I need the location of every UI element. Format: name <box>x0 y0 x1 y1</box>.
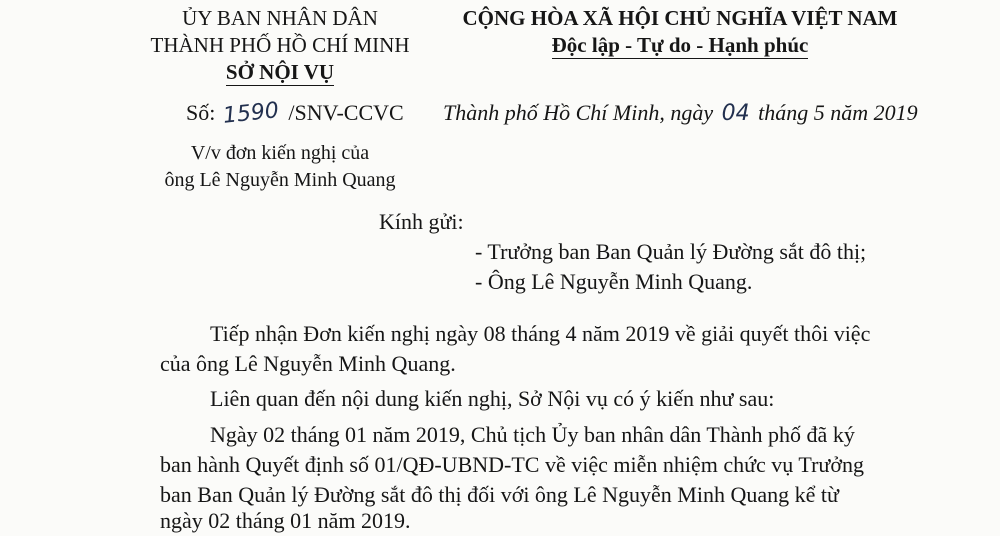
issuer-line1: ỦY BAN NHÂN DÂN <box>182 6 378 30</box>
national-motto-wrap <box>445 32 915 59</box>
doc-number-suffix: /SNV-CCVC <box>288 100 404 125</box>
recipients-label: Kính gửi: <box>379 209 464 234</box>
body-p1-line1: Tiếp nhận Đơn kiến nghị ngày 08 tháng 4 năm 2019 về giải quyết thôi việc <box>210 321 871 346</box>
issuer-dept: SỞ NỘI VỤ <box>225 60 335 84</box>
body-p3-line4: ngày 02 tháng 01 năm 2019. <box>160 508 411 533</box>
national-motto: Độc lập - Tự do - Hạnh phúc <box>551 33 809 57</box>
national-header <box>445 5 915 59</box>
body-p3-line2: ban hành Quyết định số 01/QĐ-UBND-TC về việc miễn nhiệm chức vụ Trưởng <box>160 452 864 477</box>
body-p3-line3: ban Ban Quản lý Đường sắt đô thị đối với ông Lê Nguyễn Minh Quang kể từ <box>160 482 839 507</box>
doc-number-handwritten: 1590 <box>221 98 280 129</box>
subject-block <box>150 140 410 194</box>
date-after: tháng 5 năm 2019 <box>758 100 918 125</box>
document-number <box>186 98 404 129</box>
issuer-block <box>150 5 410 86</box>
body-p1-line2: của ông Lê Nguyễn Minh Quang. <box>160 351 456 376</box>
body-p3-line1: Ngày 02 tháng 01 năm 2019, Chủ tịch Ủy ban nhân dân Thành phố đã ký <box>210 422 855 447</box>
subject-line2: ông Lê Nguyễn Minh Quang <box>164 169 396 191</box>
body-p2: Liên quan đến nội dung kiến nghị, Sở Nội vụ có ý kiến như sau: <box>210 386 775 411</box>
national-title: CỘNG HÒA XÃ HỘI CHỦ NGHĨA VIỆT NAM <box>462 6 898 30</box>
date-before: Thành phố Hồ Chí Minh, ngày <box>443 100 714 125</box>
recipient-item: - Ông Lê Nguyễn Minh Quang. <box>475 269 753 294</box>
recipient-item: - Trưởng ban Ban Quản lý Đường sắt đô thị; <box>475 239 867 264</box>
subject-line1: V/v đơn kiến nghị của <box>190 142 370 164</box>
issuer-line2: THÀNH PHỐ HỒ CHÍ MINH <box>150 33 410 57</box>
date-day-handwritten: 04 <box>721 101 750 126</box>
issuer-line3 <box>150 59 410 86</box>
doc-number-prefix: Số: <box>186 100 216 125</box>
date-line <box>443 98 918 129</box>
